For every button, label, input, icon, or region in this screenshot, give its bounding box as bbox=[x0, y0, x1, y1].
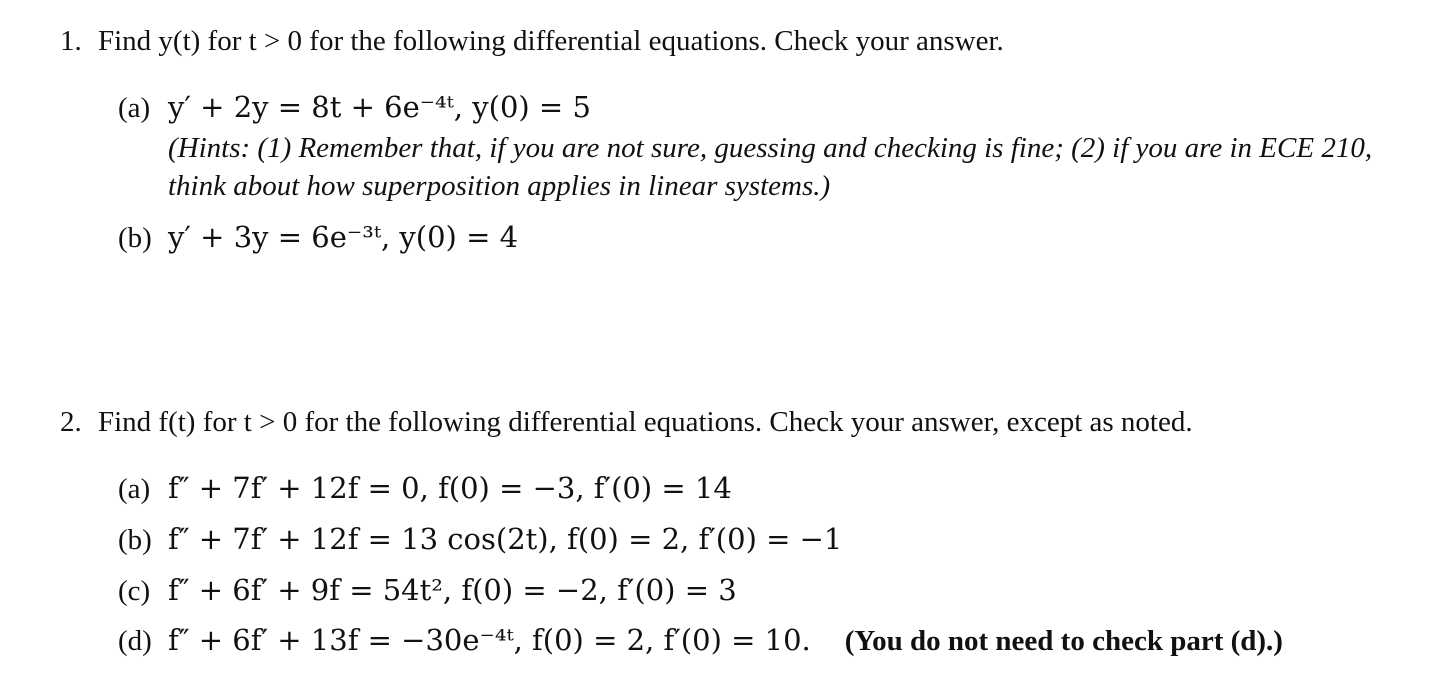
problem-2-prompt: Find f(t) for t > 0 for the following differential equations. Check your answer, except as noted. bbox=[98, 406, 1193, 438]
problem-2c-label: (c) bbox=[118, 575, 151, 607]
problem-2-number: 2. bbox=[60, 406, 82, 438]
problem-1a bbox=[118, 89, 591, 126]
problem-1-heading bbox=[60, 23, 1004, 59]
problem-2b-label: (b) bbox=[118, 524, 152, 556]
problem-2d-note: (You do not need to check part (d).) bbox=[844, 625, 1283, 657]
problem-2c bbox=[118, 572, 737, 609]
problem-1-number: 1. bbox=[60, 25, 82, 57]
problem-1-prompt: Find y(t) for t > 0 for the following differential equations. Check your answer. bbox=[98, 25, 1004, 57]
problem-2b bbox=[118, 521, 842, 558]
problem-2-heading bbox=[60, 404, 1193, 440]
problem-2d-equation: f″ + 6f′ + 13f = −30e⁻⁴ᵗ, f(0) = 2, f′(0) = 10. bbox=[168, 623, 811, 657]
problem-2d bbox=[118, 622, 1283, 659]
problem-2c-equation: f″ + 6f′ + 9f = 54t², f(0) = −2, f′(0) = 3 bbox=[168, 573, 737, 607]
problem-1a-hint: (Hints: (1) Remember that, if you are not sure, guessing and checking is fine; (2) if you are in ECE 210, think about how superposition applies in linear systems.) bbox=[168, 132, 1373, 202]
problem-2b-equation: f″ + 7f′ + 12f = 13 cos(2t), f(0) = 2, f′(0) = −1 bbox=[168, 522, 843, 556]
problem-2a bbox=[118, 470, 732, 507]
problem-2d-label: (d) bbox=[118, 625, 152, 657]
problem-2a-label: (a) bbox=[118, 473, 151, 505]
problem-1a-equation: y′ + 2y = 8t + 6e⁻⁴ᵗ, y(0) = 5 bbox=[168, 90, 591, 124]
problem-1b-equation: y′ + 3y = 6e⁻³ᵗ, y(0) = 4 bbox=[168, 220, 519, 254]
problem-1b bbox=[118, 219, 518, 256]
problem-1a-label: (a) bbox=[118, 92, 151, 124]
problem-2a-equation: f″ + 7f′ + 12f = 0, f(0) = −3, f′(0) = 14 bbox=[168, 471, 732, 505]
problem-1b-label: (b) bbox=[118, 222, 152, 254]
